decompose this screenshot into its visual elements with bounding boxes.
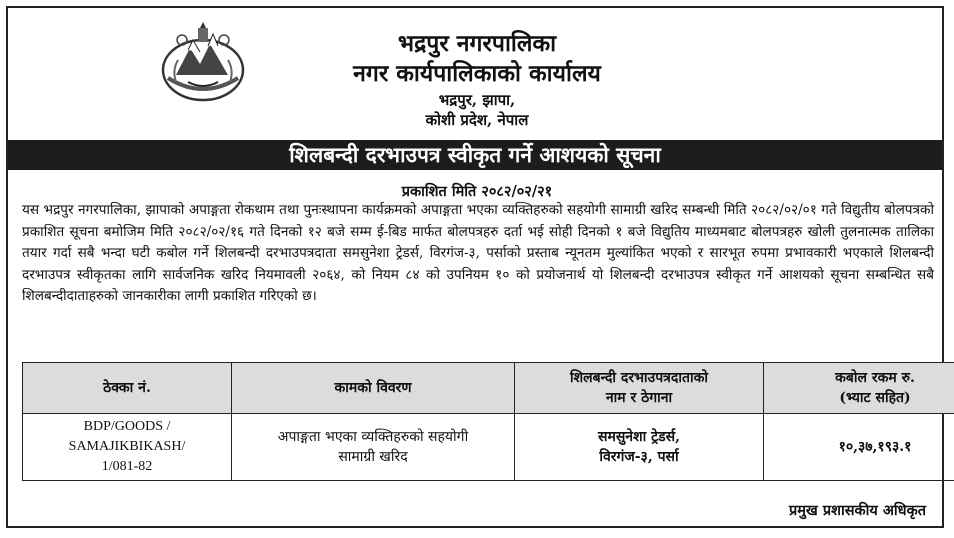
description-line-2: सामाग्री खरिद <box>338 449 408 465</box>
contract-number-line-2: SAMAJIKBIKASH/ <box>68 439 186 454</box>
header-amount-line-1: कबोल रकम रु. <box>835 370 915 386</box>
description-line-1: अपाङ्गता भएका व्यक्तिहरुको सहयोगी <box>277 429 469 445</box>
address-line-1: भद्रपुर, झापा, <box>438 91 516 109</box>
office-name: नगर कार्यपालिकाको कार्यालय <box>353 60 601 87</box>
description-cell <box>232 414 515 481</box>
notice-title-banner: शिलबन्दी दरभाउपत्र स्वीकृत गर्ने आशयको सूचना <box>8 140 942 170</box>
header-contract-no: ठेक्का नं. <box>23 363 232 414</box>
header-bidder-line-1: शिलबन्दी दरभाउपत्रदाताको <box>570 370 708 386</box>
table-row <box>23 414 954 481</box>
contract-number-line-1: BDP/GOODS / <box>83 419 171 434</box>
municipality-name: भद्रपुर नगरपालिका <box>397 30 557 57</box>
bidder-address: विरगंज-३, पर्सा <box>599 449 679 465</box>
table-header-row <box>23 363 954 414</box>
header-amount <box>764 363 954 414</box>
header-amount-line-2: (भ्याट सहित) <box>839 390 911 406</box>
address-line-2: कोशी प्रदेश, नेपाल <box>425 111 529 129</box>
header-bidder-line-2: नाम र ठेगाना <box>605 390 673 406</box>
signatory-title: प्रमुख प्रशासकीय अधिकृत <box>789 502 926 519</box>
bidder-cell <box>515 414 764 481</box>
tender-table <box>22 362 954 481</box>
contract-number-cell <box>23 414 232 481</box>
header-description: कामको विवरण <box>232 363 515 414</box>
contract-number-line-3: 1/081-82 <box>101 459 153 474</box>
published-date: प्रकाशित मिति २०८२/०२/२१ <box>401 183 553 200</box>
bid-amount-cell: १०,३७,१९३.१ <box>764 414 954 481</box>
notice-body: यस भद्रपुर नगरपालिका, झापाको अपाङ्गता रोकथाम तथा पुनःस्थापना कार्यक्रमको अपाङ्गता भएका व्यक्तिहरुको सहयोगी सामाग्री खरिद सम्बन्धी मिति २०८२/०२/०१ गते विद्युतीय बोलपत्रको प्रकाशित सूचना बमोजिम मिति २०८२/०२/१६ गते दिनको १२ बजे सम्म ई-बिड मार्फत बोलपत्रहरु दर्ता भई सोही दिनको १ बजे विद्युतिय माध्यमबाट बोलपत्रहरु खोली तुलनात्मक तालिका तयार गर्दा सबै भन्दा घटी कबोल गर्ने शिलबन्दी दरभाउपत्रदाता समसुनेशा ट्रेडर्स, विरगंज-३, पर्साको प्रस्ताब न्यूनतम मुल्यांकित भएको र सारभूत रुपमा प्रभावकारी भएकाले शिलबन्दी दरभाउपत्र स्वीकृतका लागि सार्वजनिक खरिद नियमावली २०६४, को नियम ८४ को उपनियम १० को प्रयोजनार्थ यो शिलबन्दी दरभाउपत्र स्वीकृत गर्ने आशयको सूचना सम्बन्धित सबै शिलबन्दीदाताहरुको जानकारीका लागी प्रकाशित गरिएको छ। <box>22 202 934 305</box>
bidder-name: समसुनेशा ट्रेडर्स, <box>598 429 680 445</box>
header-bidder <box>515 363 764 414</box>
